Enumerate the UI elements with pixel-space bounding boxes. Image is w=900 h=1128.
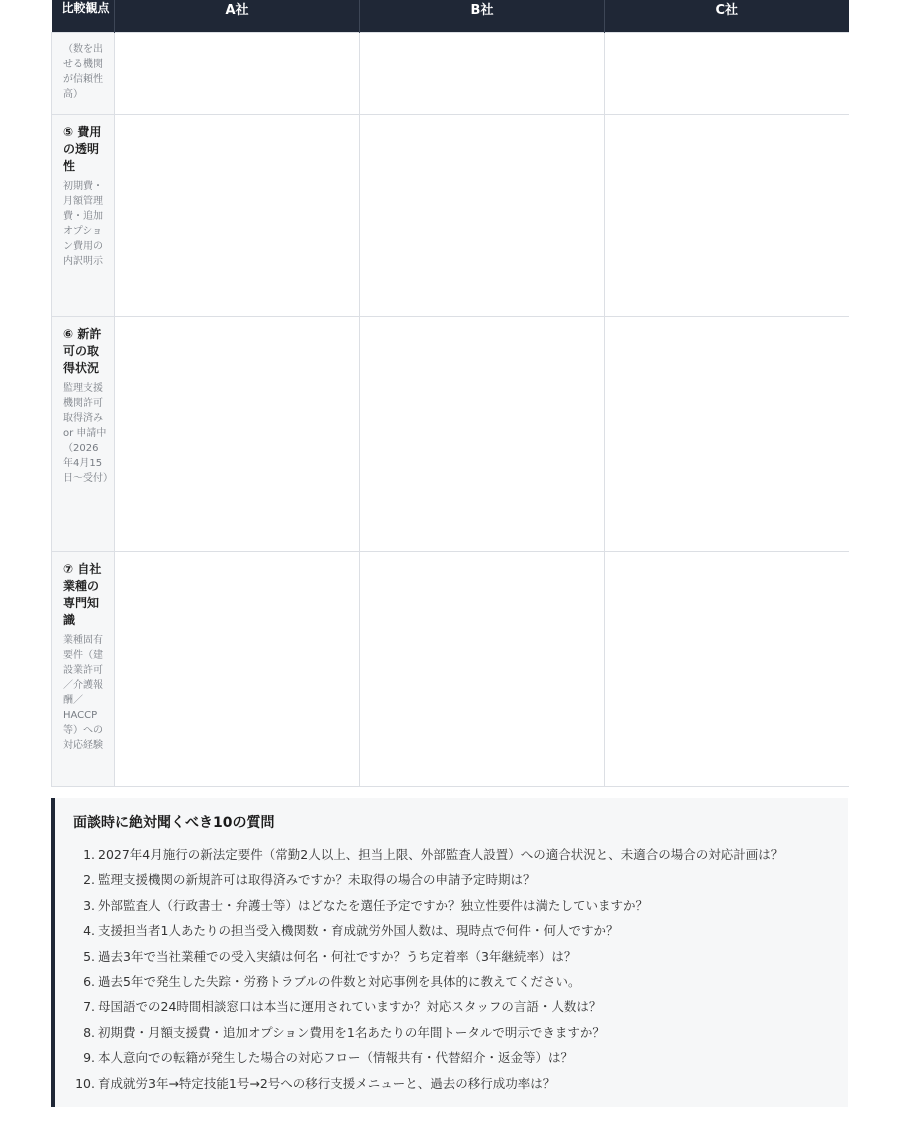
company-b-cell xyxy=(360,33,605,115)
header-company-b: B社 xyxy=(360,0,605,33)
question-text: 母国語での24時間相談窓口は本当に運用されていますか？対応スタッフの言語・人数は？ xyxy=(98,999,602,1015)
question-number: 6. xyxy=(83,974,95,990)
table-header-row xyxy=(52,0,849,33)
question-text: 外部監査人（行政書士・弁護士等）はどなたを選任予定ですか？独立性要件は満たしていますか？ xyxy=(98,897,649,913)
company-c-cell xyxy=(605,115,849,317)
header-criteria: 比較観点 xyxy=(52,0,115,33)
list-item xyxy=(69,918,839,943)
question-text: 育成就労3年→特定技能1号→2号への移行支援メニューと、過去の移行成功率は？ xyxy=(98,1075,556,1091)
criteria-cell xyxy=(52,115,115,317)
table-row xyxy=(52,317,849,552)
list-item xyxy=(69,1045,839,1070)
company-a-cell xyxy=(115,317,360,552)
list-item xyxy=(69,1071,839,1096)
interview-questions-box xyxy=(51,798,848,1107)
company-c-cell xyxy=(605,317,849,552)
criteria-title: ⑦ 自社業種の専門知識 xyxy=(63,562,102,627)
question-number: 8. xyxy=(83,1024,95,1040)
question-text: 本人意向での転籍が発生した場合の対応フロー（情報共有・代替紹介・返金等）は？ xyxy=(98,1050,574,1066)
question-text: 初期費・月額支援費・追加オプション費用を1名あたりの年間トータルで明示できますか？ xyxy=(98,1024,605,1040)
header-company-c: C社 xyxy=(605,0,849,33)
criteria-note: 業種固有要件（建設業許可／介護報酬／HACCP等）への対応経験 xyxy=(63,635,103,751)
table-row xyxy=(52,552,849,787)
question-number: 9. xyxy=(83,1050,95,1066)
criteria-title: ⑤ 費用の透明性 xyxy=(63,125,102,173)
questions-title: 面談時に絶対聞くべき10の質問 xyxy=(73,815,275,831)
company-b-cell xyxy=(360,552,605,787)
list-item xyxy=(69,969,839,994)
table-row xyxy=(52,115,849,317)
list-item xyxy=(69,867,839,892)
question-text: 2027年4月施行の新法定要件（常勤2人以上、担当上限、外部監査人設置）への適合状況と、未適合の場合の対応計画は？ xyxy=(98,847,784,862)
criteria-title: ⑥ 新許可の取得状況 xyxy=(63,327,102,375)
list-item xyxy=(69,994,839,1019)
list-item xyxy=(69,893,839,918)
question-text: 過去3年で当社業種での受入実績は何名・何社ですか？うち定着率（3年継続率）は？ xyxy=(98,948,577,964)
company-a-cell xyxy=(115,115,360,317)
company-b-cell xyxy=(360,115,605,317)
criteria-cell xyxy=(52,552,115,787)
company-b-cell xyxy=(360,317,605,552)
question-number: 4. xyxy=(83,923,95,939)
question-number: 3. xyxy=(83,897,95,913)
list-item xyxy=(69,944,839,969)
questions-list xyxy=(69,842,839,1096)
criteria-cell xyxy=(52,33,115,115)
list-item xyxy=(69,1020,839,1045)
criteria-note: （数を出せる機関が信頼性高） xyxy=(63,44,103,100)
company-c-cell xyxy=(605,33,849,115)
comparison-table xyxy=(51,0,849,787)
criteria-cell xyxy=(52,317,115,552)
question-number: 1. xyxy=(83,847,95,862)
question-text: 支援担当者1人あたりの担当受入機関数・育成就労外国人数は、現時点で何件・何人ですか？ xyxy=(98,923,619,939)
header-company-a: A社 xyxy=(115,0,360,33)
criteria-note: 初期費・月額管理費・追加オプション費用の内訳明示 xyxy=(63,181,103,267)
criteria-note: 監理支援機関許可取得済み or 申請中（2026年4月15日〜受付） xyxy=(63,383,113,484)
company-a-cell xyxy=(115,552,360,787)
question-number: 2. xyxy=(83,872,95,888)
question-number: 5. xyxy=(83,948,95,964)
company-c-cell xyxy=(605,552,849,787)
list-item xyxy=(69,842,839,867)
question-text: 過去5年で発生した失踪・労務トラブルの件数と対応事例を具体的に教えてください。 xyxy=(98,974,581,990)
question-text: 監理支援機関の新規許可は取得済みですか？未取得の場合の申請予定時期は？ xyxy=(98,872,536,888)
question-number: 10. xyxy=(75,1075,95,1091)
table-row xyxy=(52,33,849,115)
company-a-cell xyxy=(115,33,360,115)
question-number: 7. xyxy=(83,999,95,1015)
